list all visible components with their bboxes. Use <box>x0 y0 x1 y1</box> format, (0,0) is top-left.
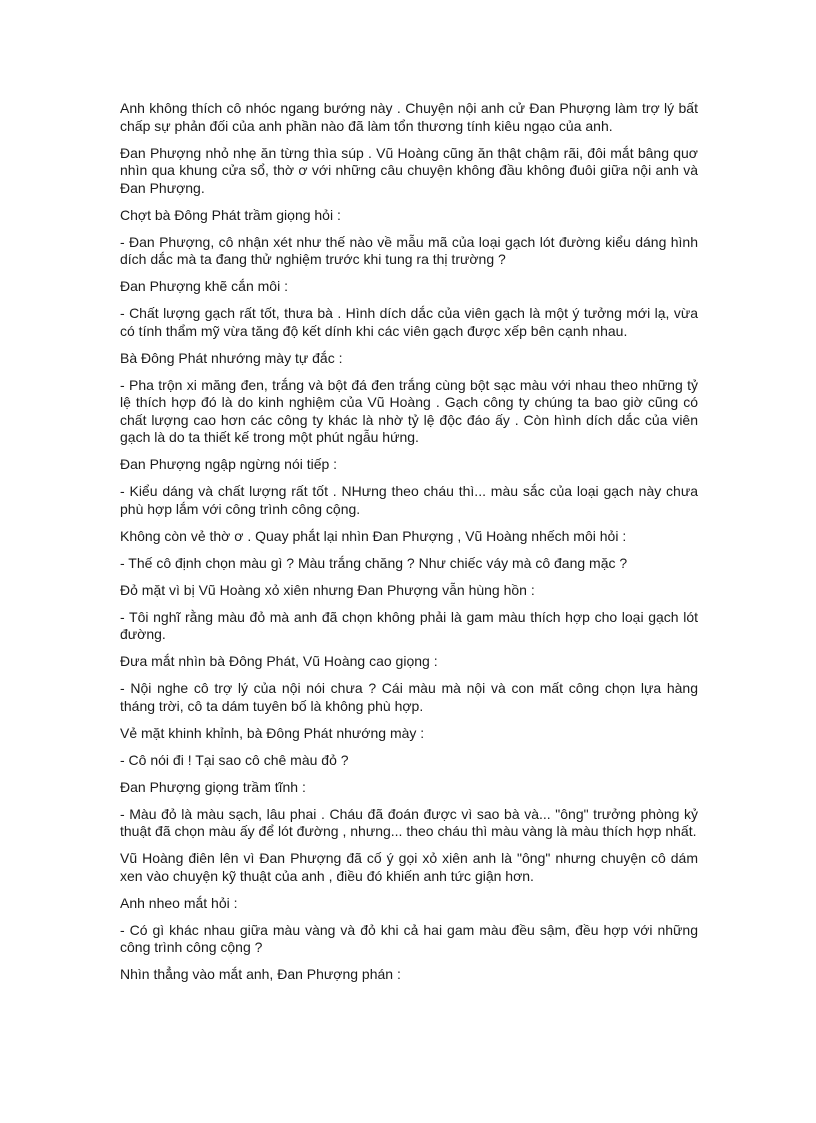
paragraph: - Có gì khác nhau giữa màu vàng và đỏ khi cả hai gam màu đều sậm, đều hợp với những công trình công cộng ? <box>120 921 698 955</box>
paragraph: - Kiểu dáng và chất lượng rất tốt . NHưng theo cháu thì... màu sắc của loại gạch này chưa phù hợp lắm với công trình công cộng. <box>120 483 698 517</box>
paragraph: Đan Phượng ngập ngừng nói tiếp : <box>120 456 338 472</box>
paragraph: - Pha trộn xi măng đen, trắng và bột đá đen trắng cùng bột sạc màu với nhau theo những tỷ lệ thích hợp đó là do kinh nghiệm của Vũ Hoàng . Gạch công ty chúng ta bao giờ cũng có chất lượng cao hơn các công ty khác là nhờ tỷ lệ độc đáo ấy . Còn hình dích dắc của viên gạch là do ta thiết kế trong một phút ngẫu hứng. <box>120 376 698 445</box>
paragraph: - Đan Phượng, cô nhận xét như thế nào về mẫu mã của loại gạch lót đường kiểu dáng hình dích dắc mà ta đang thử nghiệm trước khi tung ra thị trường ? <box>120 233 698 267</box>
paragraph: Vũ Hoàng điên lên vì Đan Phượng đã cố ý gọi xỏ xiên anh là "ông" nhưng chuyện cô dám xen vào chuyện kỹ thuật của anh , điều đó khiến anh tức giận hơn. <box>120 850 698 884</box>
paragraph: Đưa mắt nhìn bà Đông Phát, Vũ Hoàng cao giọng : <box>120 653 438 669</box>
document-page <box>120 100 698 984</box>
paragraph: - Tôi nghĩ rằng màu đỏ mà anh đã chọn không phải là gam màu thích hợp cho loại gạch lót đường. <box>120 608 698 642</box>
paragraph: Vẻ mặt khinh khỉnh, bà Đông Phát nhướng mày : <box>120 724 425 741</box>
paragraph: Chợt bà Đông Phát trầm giọng hỏi : <box>120 206 341 223</box>
paragraph: Đỏ mặt vì bị Vũ Hoàng xỏ xiên nhưng Đan Phượng vẫn hùng hồn : <box>120 581 535 598</box>
paragraph: - Nội nghe cô trợ lý của nội nói chưa ? Cái màu mà nội và con mất công chọn lựa hàng tháng trời, cô ta dám tuyên bố là không phù hợp. <box>120 680 698 714</box>
paragraph: Anh nheo mắt hỏi : <box>120 894 238 911</box>
paragraph: Anh không thích cô nhóc ngang bướng này . Chuyện nội anh cử Đan Phượng làm trợ lý bất chấp sự phản đối của anh phần nào đã làm tổn thương tính kiêu ngạo của anh. <box>120 100 698 134</box>
paragraph: Đan Phượng khẽ cắn môi : <box>120 278 288 294</box>
paragraph: - Cô nói đi ! Tại sao cô chê màu đỏ ? <box>120 751 349 768</box>
paragraph: - Thế cô định chọn màu gì ? Màu trắng chăng ? Như chiếc váy mà cô đang mặc ? <box>120 554 628 571</box>
paragraph: Đan Phượng nhỏ nhẹ ăn từng thìa súp . Vũ Hoàng cũng ăn thật chậm rãi, đôi mắt bâng quơ nhìn qua khung cửa sổ, thờ ơ với những câu chuyện không đầu không đuôi giữa nội anh và Đan Phượng. <box>120 144 698 196</box>
paragraph: Không còn vẻ thờ ơ . Quay phắt lại nhìn Đan Phượng , Vũ Hoàng nhếch môi hỏi : <box>120 527 627 544</box>
paragraph: Nhìn thẳng vào mắt anh, Đan Phượng phán : <box>120 966 401 982</box>
paragraph: Bà Đông Phát nhướng mày tự đắc : <box>120 349 343 366</box>
paragraph: - Chất lượng gạch rất tốt, thưa bà . Hình dích dắc của viên gạch là một ý tưởng mới lạ, vừa có tính thẩm mỹ vừa tăng độ kết dính khi các viên gạch được xếp bên cạnh nhau. <box>120 305 698 339</box>
paragraph: - Màu đỏ là màu sạch, lâu phai . Cháu đã đoán được vì sao bà và... "ông" trưởng phòng kỷ thuật đã chọn màu ấy để lót đường , nhưng... theo cháu thì màu vàng là màu thích hợp nhất. <box>120 805 698 839</box>
paragraph: Đan Phượng giọng trầm tĩnh : <box>120 778 306 795</box>
